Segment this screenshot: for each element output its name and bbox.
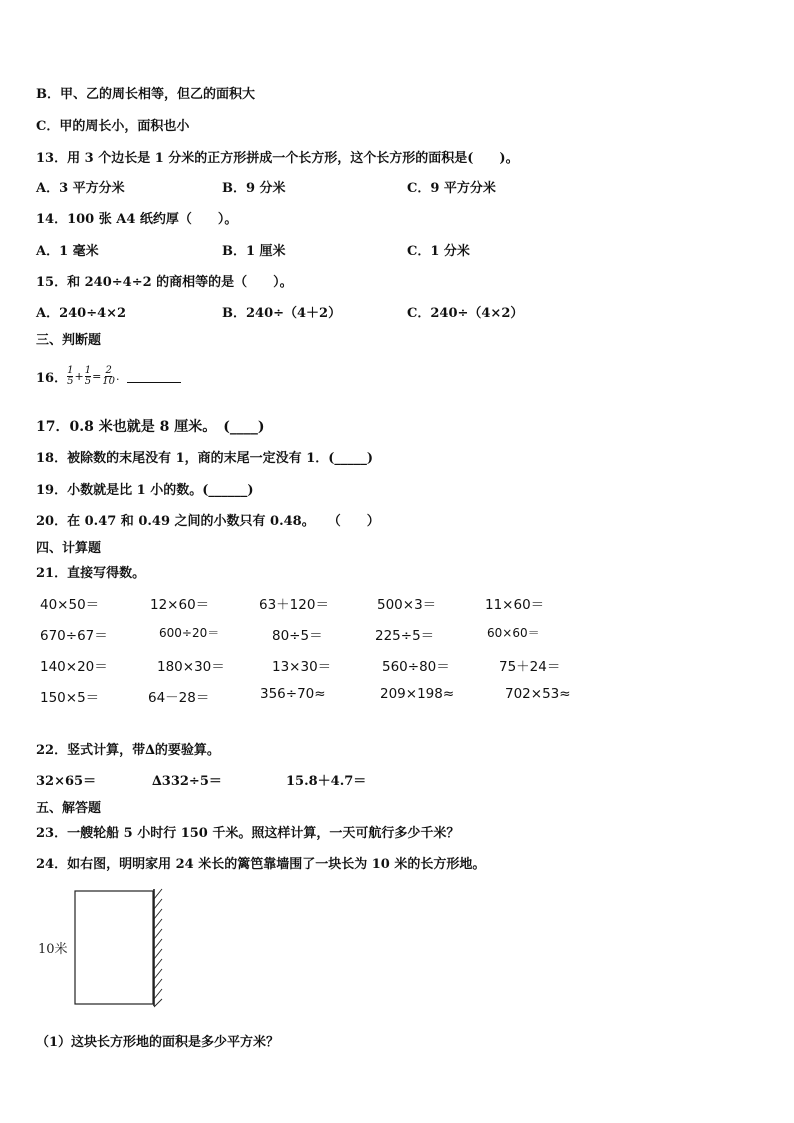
field-rectangle [75,891,153,1004]
q16-number: 16． [36,371,68,386]
q14-option-c: C．1 分米 [407,244,470,259]
calc-item: 209×198≈ [380,686,455,702]
calc-item: 600÷20＝ [159,626,220,640]
frac2-den: 5 [84,376,92,387]
wall-hatching [154,889,162,1007]
frac1-den: 5 [67,376,74,387]
q20: 20．在 0.47 和 0.49 之间的小数只有 0.48。 （ ） [36,514,380,529]
calc-item: 80÷5＝ [272,628,323,644]
q13-option-b: B．9 分米 [222,181,286,196]
calc-item: 150×5＝ [40,690,100,706]
calc-item: 356÷70≈ [260,686,326,702]
q21-title: 21．直接写得数。 [36,566,146,581]
calc-item: 140×20＝ [40,659,108,675]
calc-item: 560÷80＝ [382,659,450,675]
q12-option-b: B．甲、乙的周长相等，但乙的面积大 [36,87,255,102]
calc-item: 75＋24＝ [499,659,561,675]
q13-stem: 13．用 3 个边长是 1 分米的正方形拼成一个长方形，这个长方形的面积是( )。 [36,151,519,166]
q15-stem: 15．和 240÷4÷2 的商相等的是（ ）。 [36,275,293,290]
calc-item: 500×3＝ [377,597,437,613]
q13-option-a: A．3 平方分米 [36,181,125,196]
figure-label: 10米 [38,942,68,957]
q15-option-a: A．240÷4×2 [36,306,127,321]
calc-item: 12×60＝ [150,597,210,613]
q12-option-c: C．甲的周长小，面积也小 [36,119,190,134]
q17: 17．0.8 米也就是 8 厘米。 (____) [36,419,265,435]
q14-option-a: A．1 毫米 [36,244,99,259]
frac2-num: 1 [84,365,92,376]
section-3-heading: 三、判断题 [36,333,102,348]
calc-item: 64－28＝ [148,690,210,706]
frac3-num: 2 [105,365,112,376]
q22-item-1: 32×65＝ [36,774,97,789]
plus-sign: + [74,370,84,383]
equals-sign: = [92,370,102,383]
q16 [36,366,181,387]
calc-item: 225÷5＝ [375,628,435,644]
q15-option-c: C．240÷（4×2） [407,306,524,321]
section-5-heading: 五、解答题 [36,801,102,816]
calc-item: 13×30＝ [272,659,332,675]
q18: 18．被除数的末尾没有 1，商的末尾一定没有 1．(_____) [36,451,374,466]
period: . [116,370,120,383]
q24: 24．如右图，明明家用 24 米长的篱笆靠墙围了一块长为 10 米的长方形地。 [36,857,486,872]
frac1-num: 1 [67,365,74,376]
q16-expression [67,366,120,387]
calc-item: 11×60＝ [485,597,545,613]
q15-option-b: B．240÷（4＋2） [222,306,342,321]
calc-item: 40×50＝ [40,597,100,613]
calc-item: 63＋120＝ [259,597,329,613]
calc-item: 60×60＝ [487,626,540,640]
rectangle-figure [30,885,180,1015]
q19: 19．小数就是比 1 小的数。(______) [36,483,254,498]
q14-option-b: B．1 厘米 [222,244,286,259]
q22-title: 22．竖式计算，带∆的要验算。 [36,743,220,758]
q14-stem: 14．100 张 A4 纸约厚（ ）。 [36,212,238,227]
q22-item-2: ∆332÷5＝ [152,774,222,789]
calc-item: 180×30＝ [157,659,225,675]
frac3-den: 10 [102,376,116,387]
calc-item: 670÷67＝ [40,628,108,644]
q16-answer-blank[interactable] [127,370,181,383]
q13-option-c: C．9 平方分米 [407,181,496,196]
q24-sub-1: （1）这块长方形地的面积是多少平方米？ [36,1035,280,1050]
q23: 23．一艘轮船 5 小时行 150 千米。照这样计算，一天可航行多少千米？ [36,826,460,841]
section-4-heading: 四、计算题 [36,541,102,556]
calc-item: 702×53≈ [505,686,571,702]
q22-item-3: 15.8＋4.7＝ [286,774,367,789]
